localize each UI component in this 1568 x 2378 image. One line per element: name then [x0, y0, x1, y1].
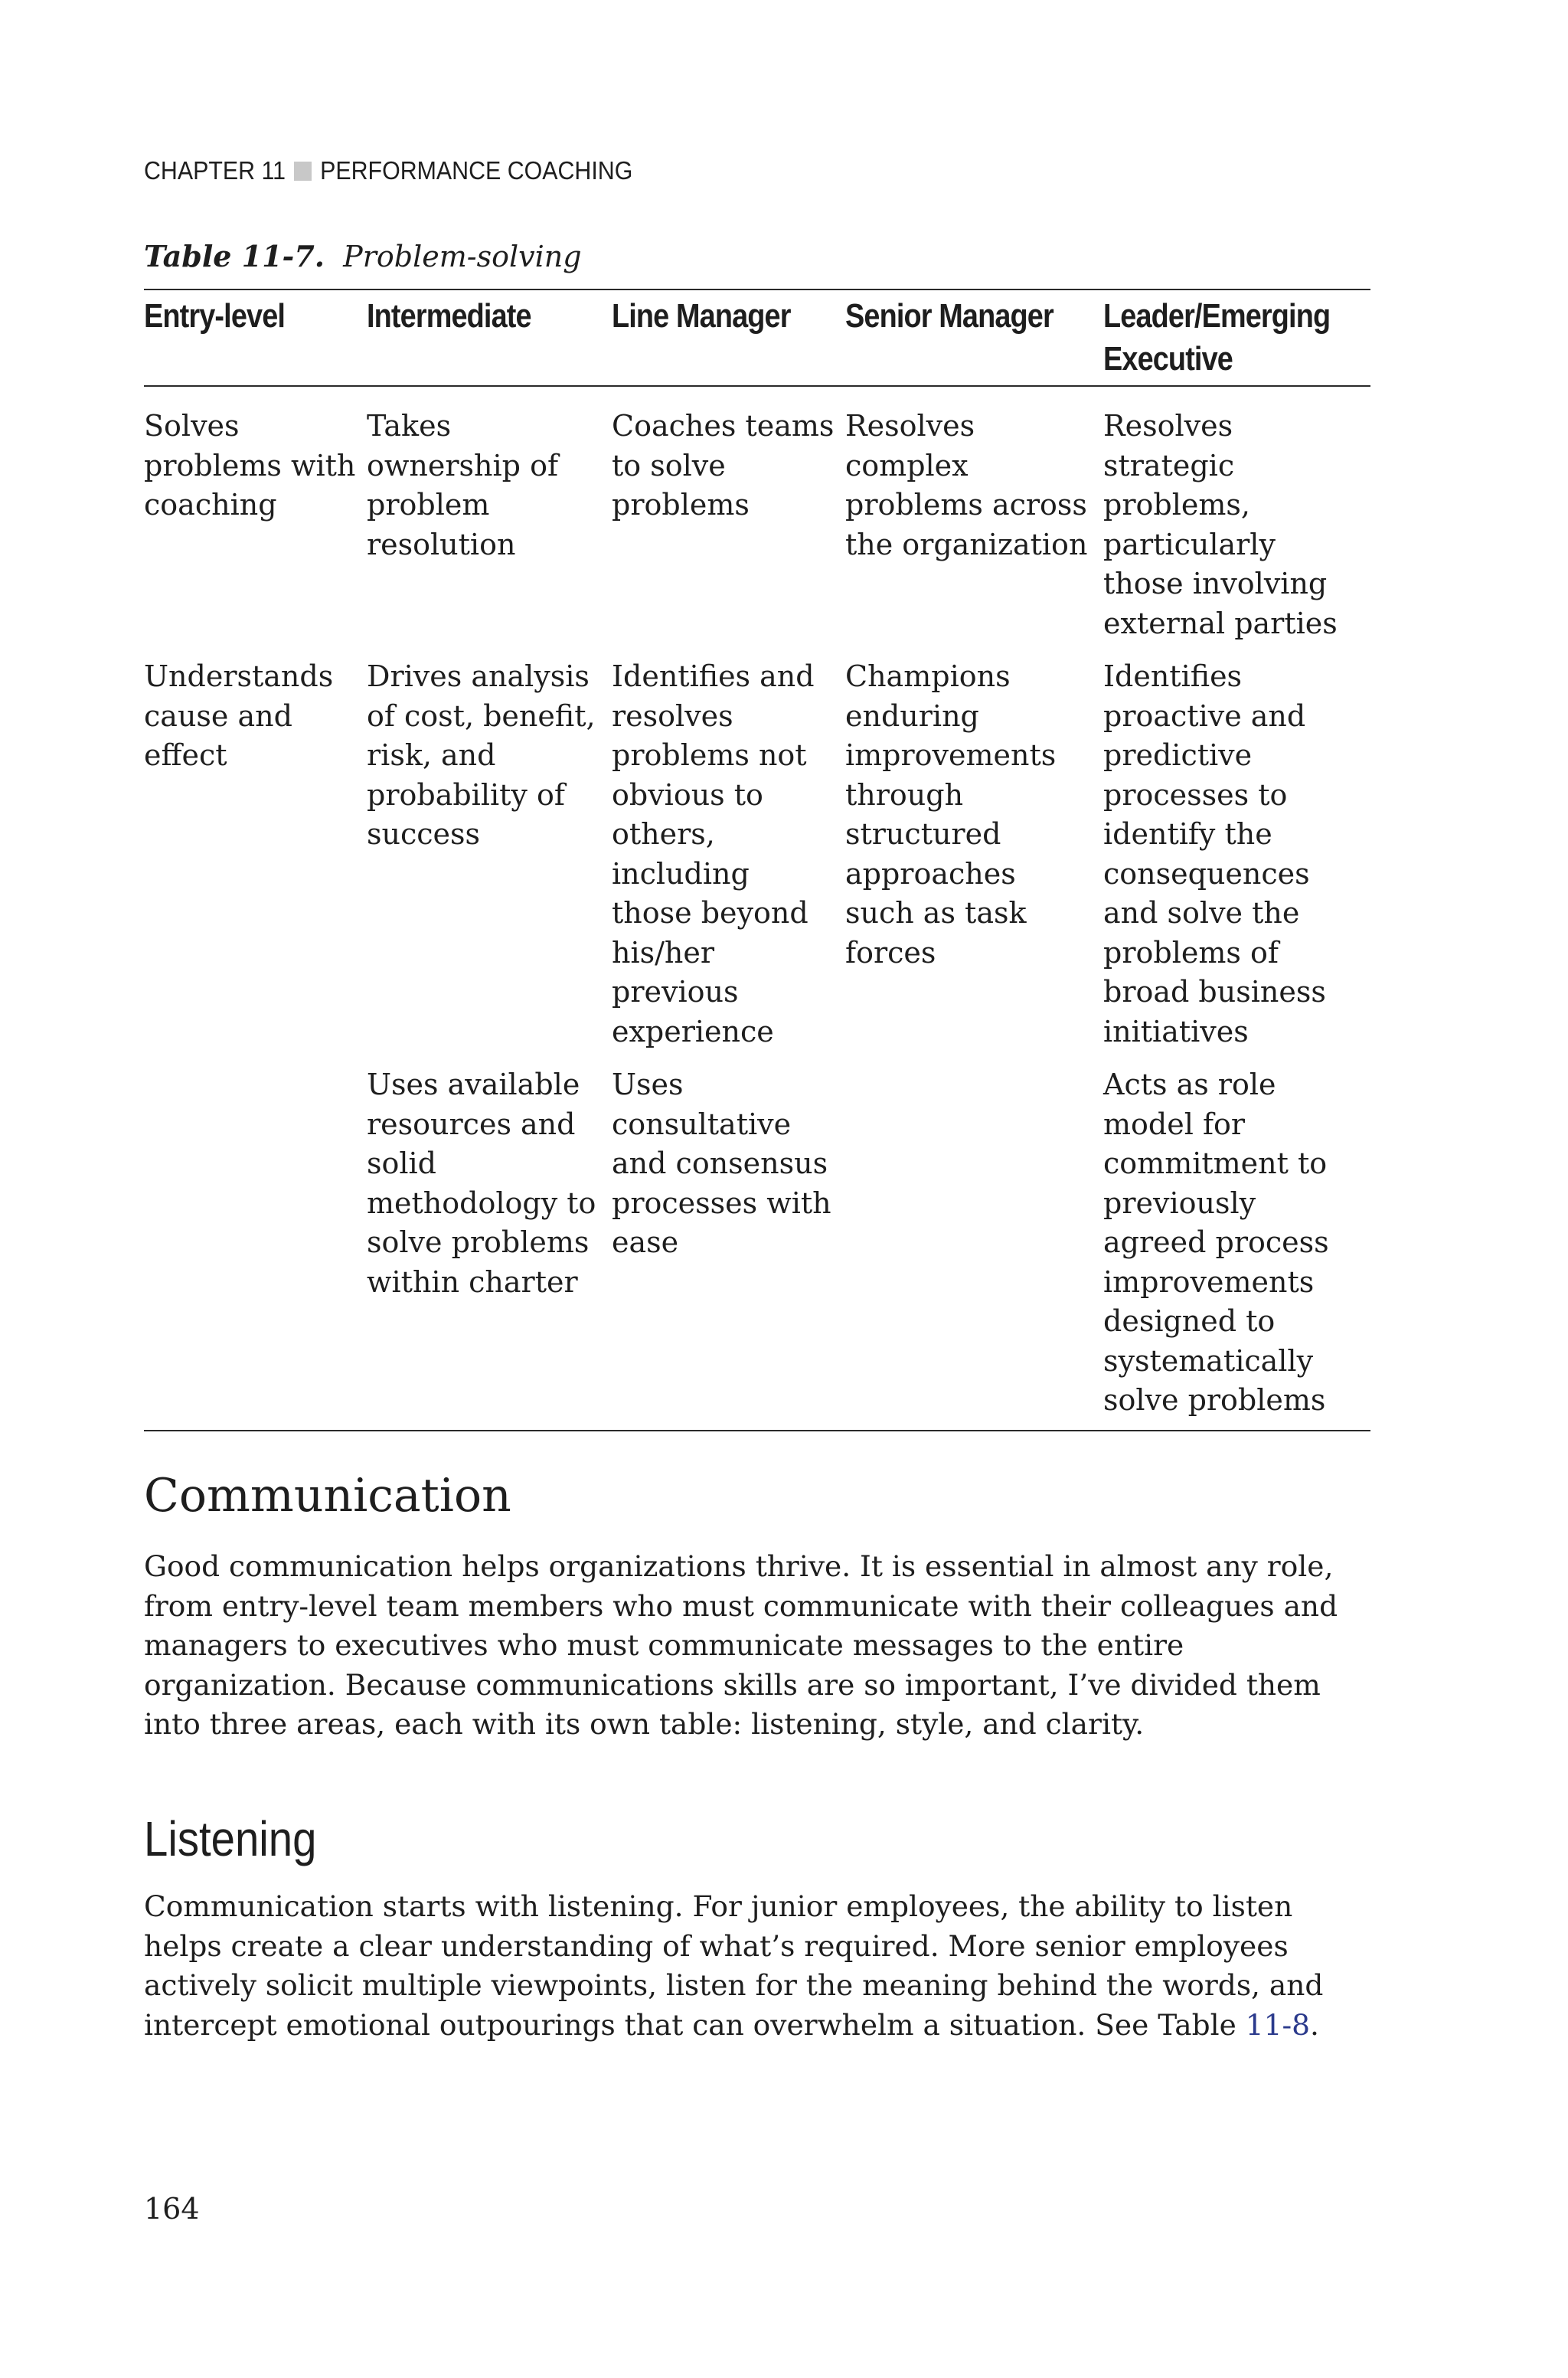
- table-grid: [144, 290, 1370, 385]
- table-cell: Coaches teams to solve problems: [612, 409, 835, 522]
- table-caption: [144, 239, 582, 273]
- listening-heading: Listening: [144, 1811, 317, 1866]
- running-head-separator: [294, 162, 312, 181]
- table-body: [144, 387, 1370, 1430]
- table-caption-title: Problem-solving: [343, 240, 582, 273]
- table-cell: Resolves complex problems across the organization: [845, 409, 1088, 561]
- running-head: [144, 156, 632, 185]
- listening-paragraph: [144, 1887, 1377, 2045]
- table-row: [144, 387, 1370, 657]
- page-number: 164: [144, 2192, 200, 2226]
- table-cell: Understands cause and effect: [144, 659, 334, 772]
- communication-heading: Communication: [144, 1469, 511, 1523]
- table-cell: Identifies proactive and predictive processes to identify the consequences and solve the problems of broad business initiatives: [1103, 659, 1326, 1048]
- table-bottom-rule: [144, 1430, 1370, 1431]
- communication-paragraph: Good communication helps organizations thrive. It is essential in almost any role, from entry-level team members who must communicate with their colleagues and managers to executives who must communicate messages to the entire organization. Because communications skills are so important, I’ve divided them into three areas, each with its own table: listening, style, and clarity.: [144, 1549, 1338, 1741]
- table-cell: Identifies and resolves problems not obvious to others, including those beyond his/her previous experience: [612, 659, 815, 1048]
- header-entry-level: Entry-level: [144, 297, 286, 335]
- table-reference-link[interactable]: 11-8: [1245, 2007, 1311, 2042]
- header-intermediate: Intermediate: [367, 297, 531, 335]
- chapter-title: PERFORMANCE COACHING: [320, 156, 633, 185]
- chapter-label: CHAPTER 11: [144, 156, 286, 185]
- header-leader-emerging-executive: Leader/Emerging Executive: [1103, 297, 1331, 378]
- table-header-row: [144, 290, 1370, 385]
- table-caption-label: Table 11-7.: [144, 239, 325, 273]
- header-senior-manager: Senior Manager: [845, 297, 1054, 335]
- table-cell: Takes ownership of problem resolution: [367, 409, 559, 561]
- table-cell: [845, 1065, 1103, 1430]
- table-cell: Uses consultative and consensus processes with ease: [612, 1068, 831, 1259]
- table-row: [144, 1065, 1370, 1430]
- header-line-manager: Line Manager: [612, 297, 791, 335]
- table-cell: Champions enduring improvements through structured approaches such as task forces: [845, 659, 1057, 970]
- table-cell: Uses available resources and solid methodology to solve problems within charter: [367, 1068, 596, 1299]
- table-cell: Acts as role model for commitment to previously agreed process improvements designed to systematically solve problems: [1103, 1068, 1329, 1417]
- listening-paragraph-end: .: [1310, 2007, 1319, 2042]
- table-cell: [144, 1065, 367, 1430]
- table-cell: Resolves strategic problems, particularly those involving external parties: [1103, 409, 1338, 640]
- problem-solving-table: [144, 289, 1370, 1431]
- table-cell: Drives analysis of cost, benefit, risk, and probability of success: [367, 659, 596, 851]
- table-row: [144, 657, 1370, 1065]
- table-cell: Solves problems with coaching: [144, 409, 356, 522]
- listening-paragraph-text: Communication starts with listening. For junior employees, the ability to listen helps create a clear understanding of what’s required. More senior employees actively solicit multiple viewpoints, listen for the meaning behind the words, and intercept emotional outpourings that can overwhelm a situation. See Table: [144, 1889, 1324, 2042]
